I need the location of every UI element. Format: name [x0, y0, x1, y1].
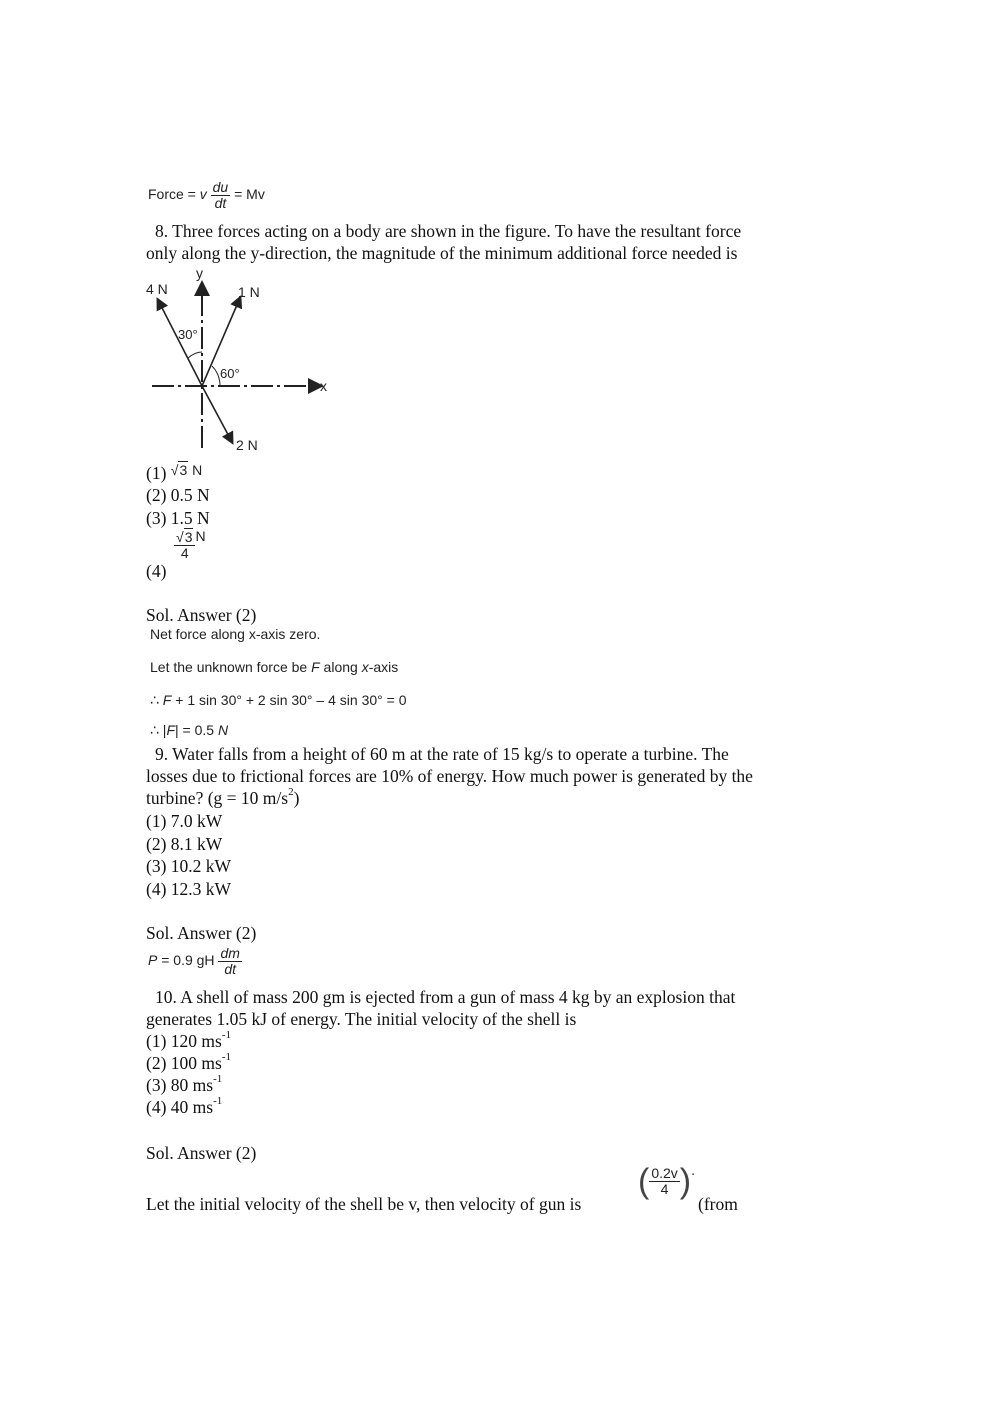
force-1n-label: 1 N: [238, 284, 260, 300]
q8-sol-line-1: Net force along x-axis zero.: [150, 626, 321, 642]
angle-60-arc: [212, 366, 220, 386]
q10-options: (1) 120 $ms^{-1}$ (2) 100 $ms^{-1}$ (3) 80 $ms^{-1}$ (4) 40 $ms^{-1}$: [146, 1029, 231, 1117]
q8-option-3: (3) 1.5 N: [146, 508, 210, 528]
y-axis-label: y: [196, 265, 203, 281]
angle-30-label: 30°: [178, 327, 198, 342]
q8-sol-line-3: ∴ F + 1 sin 30° + 2 sin 30° – 4 sin 30° = 0: [150, 692, 407, 708]
q8-option-2: (2) 0.5 N: [146, 485, 210, 505]
q8-option-1: (1) $^{√3 N}$: [146, 462, 203, 483]
q8-option-4-prefix: (4): [146, 561, 167, 581]
q8-sol-line-4: ∴ |F| = 0.5 N: [150, 722, 229, 738]
q10-answer: Sol. Answer (2): [146, 1143, 257, 1163]
question-10-text: 10. A shell of mass 200 gm is ejected from a gun of mass 4 kg by an explosion that generates 1.05 kJ of energy. The initial velocity of the shell is: [146, 987, 736, 1029]
force-4n-label: 4 N: [146, 281, 168, 297]
x-axis-label: x: [320, 378, 327, 394]
q8-answer: Sol. Answer (2): [146, 605, 257, 625]
q9-answer: Sol. Answer (2): [146, 923, 257, 943]
angle-30-arc: [188, 352, 202, 358]
force-formula: Force = v $\frac{du}{dt}$ = Mv: [148, 179, 265, 211]
question-8-text: 8. Three forces acting on a body are shown in the figure. To have the resultant force only along the y-direction, the magnitude of the minimum additional force needed is: [146, 221, 742, 263]
q9-power-formula: P = 0.9 gH $\frac{dm}{dt}$: [148, 945, 240, 977]
force-diagram: [140, 262, 340, 462]
force-4n-arrow: [158, 300, 202, 386]
q9-options: (1) 7.0 kW (2) 8.1 kW (3) 10.2 kW (4) 12.3 kW: [146, 811, 232, 899]
q10-sol-line-end: (from: [698, 1194, 738, 1214]
question-9-text: 9. Water falls from a height of 60 m at the rate of 15 kg/s to operate a turbine. The losses due to frictional forces are 10% of energy. How much power is generated by the turbine? (g = 10 $m/s^2$): [146, 744, 753, 808]
du-dt-fraction: $\frac{du}{dt}$: [212, 179, 229, 211]
force-2n-label: 2 N: [236, 437, 258, 453]
force-2n-arrow: [202, 386, 232, 442]
q10-gun-velocity-fraction: ( $\frac{0.2v}{4}$ ).: [638, 1162, 696, 1201]
q8-option-4-value: $\frac{√3}{4}$ N: [176, 528, 206, 561]
angle-60-label: 60°: [220, 366, 240, 381]
q8-sol-line-2: Let the unknown force be F along x-axis: [150, 659, 399, 675]
q10-sol-line-text: Let the initial velocity of the shell be v, then velocity of gun is: [146, 1194, 582, 1214]
